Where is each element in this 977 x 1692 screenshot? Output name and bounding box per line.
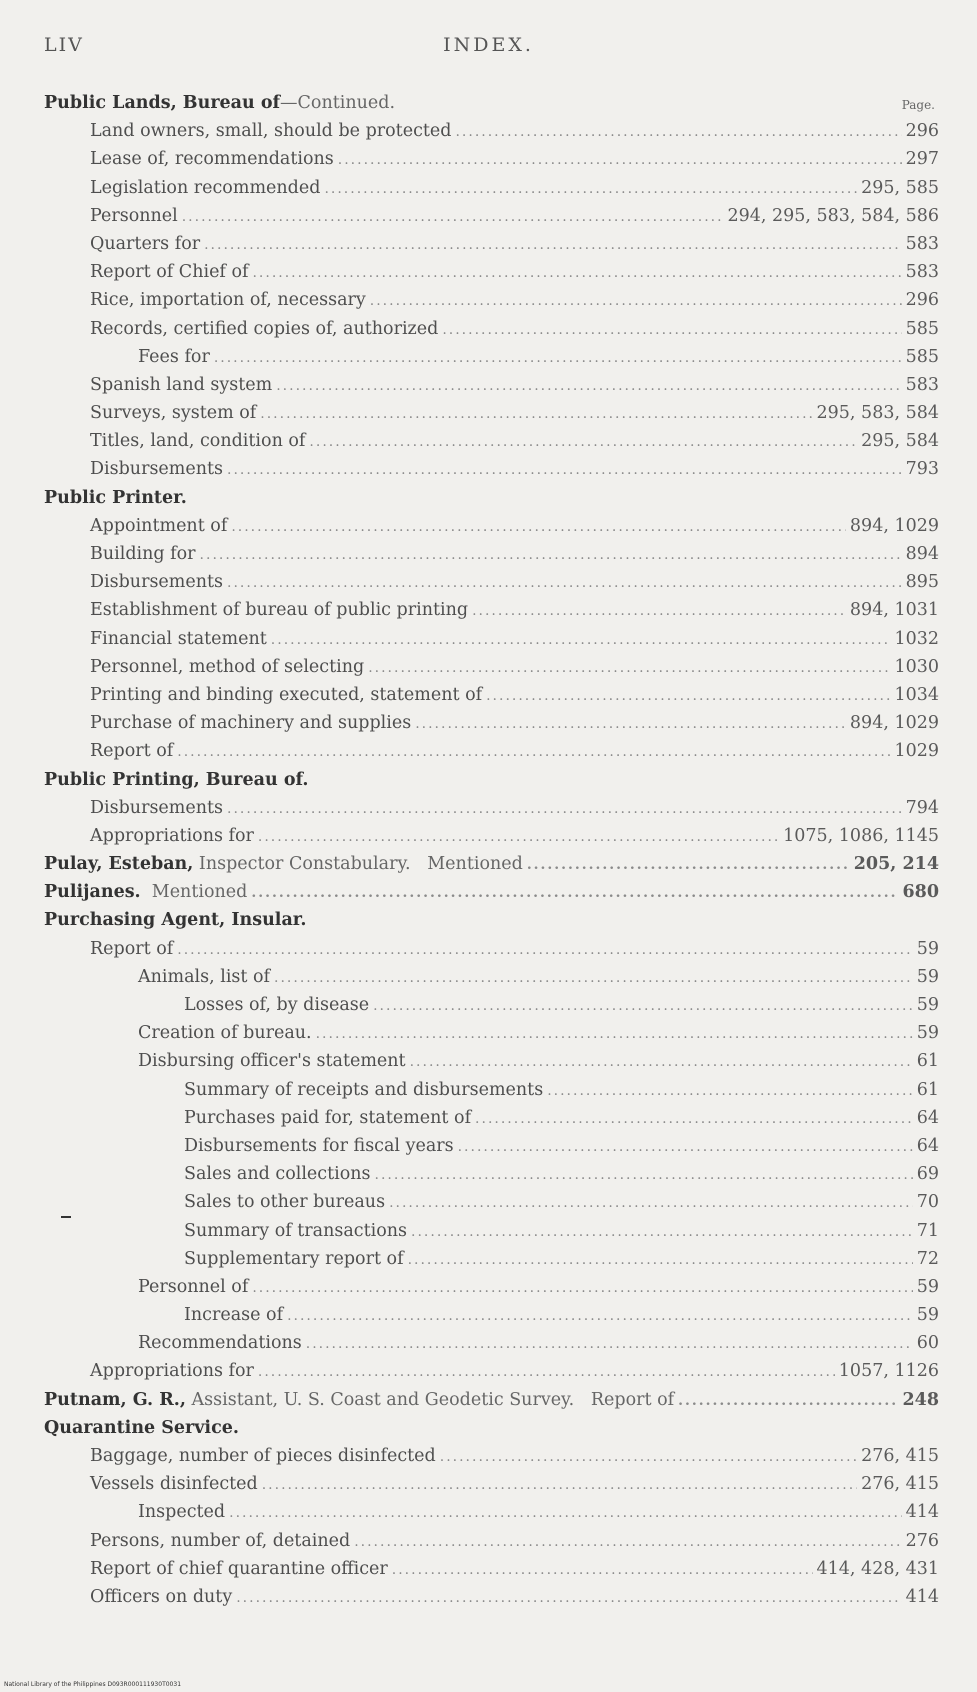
index-heading	[44, 1390, 939, 1418]
dot-leader	[231, 519, 846, 535]
entry-label: Establishment of bureau of public printing	[90, 600, 469, 621]
dot-leader	[271, 632, 891, 648]
page-header	[0, 34, 977, 64]
index-entry	[44, 149, 939, 177]
index-entry	[44, 1192, 939, 1220]
index-entry	[44, 1164, 939, 1192]
index-entry	[44, 459, 939, 487]
entry-label: Appropriations for	[90, 1361, 254, 1382]
page-reference: 61	[916, 1079, 939, 1100]
index-entry	[44, 1080, 939, 1108]
page-reference: 60	[916, 1333, 939, 1354]
page-reference: 64	[916, 1107, 939, 1128]
dot-leader	[251, 885, 898, 901]
entry-label: Printing and binding executed, statement of	[90, 684, 483, 705]
dot-leader	[455, 124, 901, 140]
dot-leader	[309, 434, 857, 450]
page-reference: 585	[905, 346, 939, 367]
entry-label: Increase of	[184, 1305, 284, 1326]
entry-label: Losses of, by disease	[184, 995, 370, 1015]
entry-label: Report of	[90, 938, 174, 959]
entry-description: —Continued.	[280, 93, 396, 113]
page-reference: 295, 584	[861, 431, 939, 452]
dot-leader	[236, 1590, 901, 1606]
dot-leader	[200, 547, 902, 563]
entry-label: Inspected	[138, 1502, 226, 1523]
entry-label: Disbursements	[90, 797, 224, 818]
entry-label: Personnel of	[138, 1276, 249, 1297]
index-entry	[44, 262, 939, 290]
entry-label: Fees for	[138, 346, 210, 367]
entry-label: Public Lands, Bureau of	[44, 93, 281, 113]
index-list	[44, 93, 939, 1615]
index-heading	[44, 93, 939, 121]
page-reference: 680	[902, 882, 939, 903]
index-heading	[44, 910, 939, 938]
entry-label: Lease of, recommendations	[90, 149, 334, 170]
dot-leader	[214, 350, 902, 366]
dot-leader	[527, 857, 850, 873]
page-reference: 583	[905, 374, 939, 395]
entry-label: Creation of bureau.	[138, 1023, 312, 1044]
page-reference: 894, 1029	[849, 515, 939, 536]
entry-description: Mentioned	[140, 882, 248, 903]
page-reference: 583	[905, 262, 939, 283]
index-entry	[44, 1587, 939, 1615]
dot-leader	[678, 1393, 898, 1409]
index-entry	[44, 685, 939, 713]
index-entry	[44, 121, 939, 149]
index-entry	[44, 1361, 939, 1389]
index-entry	[44, 375, 939, 403]
entry-label: Public Printer.	[44, 487, 187, 508]
entry-label: Report of chief quarantine officer	[90, 1558, 388, 1579]
page-reference: 793	[905, 459, 939, 480]
page-reference: 1057, 1126	[838, 1361, 939, 1382]
dot-leader	[252, 1280, 912, 1296]
dot-leader	[227, 801, 902, 817]
index-entry	[44, 600, 939, 628]
entry-label: Pulijanes.	[44, 882, 141, 903]
page-reference: 71	[916, 1220, 939, 1241]
index-heading	[44, 488, 939, 516]
index-entry	[44, 995, 939, 1023]
page-reference: 1029	[894, 741, 939, 762]
dot-leader	[475, 1111, 913, 1127]
entry-label: Animals, list of	[138, 966, 271, 987]
index-entry	[44, 1023, 939, 1051]
dot-leader	[306, 1336, 913, 1352]
page-reference: 59	[916, 1023, 939, 1044]
page-reference: 1034	[894, 684, 939, 705]
page-reference: 414	[905, 1502, 939, 1523]
entry-label: Disbursing officer's statement	[138, 1051, 406, 1072]
dot-leader	[262, 1477, 857, 1493]
page-number: LIV	[44, 34, 84, 56]
index-entry	[44, 939, 939, 967]
index-entry	[44, 1108, 939, 1136]
dot-leader	[252, 265, 901, 281]
dot-leader	[389, 1195, 913, 1211]
entry-label: Supplementary report of	[184, 1248, 404, 1269]
dot-leader	[411, 1224, 913, 1240]
entry-label: Pulay, Esteban,	[44, 854, 194, 875]
dot-leader	[547, 1083, 913, 1099]
entry-label: Appropriations for	[90, 825, 254, 846]
dot-leader	[415, 716, 846, 732]
dot-leader	[354, 1534, 901, 1550]
index-entry	[44, 798, 939, 826]
page-reference: 59	[916, 995, 939, 1015]
index-entry	[44, 1333, 939, 1361]
dot-leader	[316, 1026, 913, 1042]
index-entry	[44, 206, 939, 234]
entry-label: Summary of transactions	[184, 1220, 408, 1241]
index-entry	[44, 544, 939, 572]
index-entry	[44, 1051, 939, 1079]
index-entry	[44, 657, 939, 685]
entry-label: Disbursements	[90, 572, 224, 593]
dot-leader	[227, 575, 902, 591]
entry-label: Quarantine Service.	[44, 1417, 239, 1438]
page-reference: 1032	[894, 628, 939, 649]
page-reference: 69	[916, 1164, 939, 1185]
dot-leader	[368, 660, 890, 676]
page-reference: 583	[905, 233, 939, 254]
entry-label: Quarters for	[90, 233, 201, 254]
entry-label: Report of Chief of	[90, 262, 249, 283]
page-reference: 894, 1031	[849, 600, 939, 621]
page-reference: 585	[905, 318, 939, 339]
dot-leader	[177, 942, 912, 958]
index-heading	[44, 882, 939, 910]
index-entry	[44, 1446, 939, 1474]
index-entry	[44, 1249, 939, 1277]
entry-label: Purchase of machinery and supplies	[90, 713, 412, 734]
index-entry	[44, 826, 939, 854]
page-reference: 894	[905, 544, 939, 564]
entry-label: Summary of receipts and disbursements	[184, 1079, 544, 1100]
dot-leader	[373, 998, 913, 1014]
dot-leader	[440, 1449, 857, 1465]
page-reference: 276, 415	[861, 1474, 939, 1495]
dot-leader	[274, 970, 913, 986]
entry-label: Recommendations	[138, 1333, 302, 1354]
page-reference: 59	[916, 1276, 939, 1297]
page-reference: 205, 214	[853, 854, 939, 875]
entry-description: Assistant, U. S. Coast and Geodetic Survey. Report of	[185, 1389, 675, 1410]
page-reference: 248	[902, 1389, 939, 1410]
dot-leader	[338, 152, 902, 168]
dot-leader	[260, 406, 812, 422]
index-entry	[44, 1474, 939, 1502]
index-entry	[44, 516, 939, 544]
index-entry	[44, 1136, 939, 1164]
entry-label: Appointment of	[90, 515, 228, 536]
entry-label: Putnam, G. R.,	[44, 1389, 186, 1410]
entry-label: Personnel	[90, 205, 178, 226]
index-entry	[44, 431, 939, 459]
dot-leader	[486, 688, 890, 704]
entry-label: Disbursements for fiscal years	[184, 1135, 454, 1156]
dot-leader	[410, 1054, 913, 1070]
page-reference: 59	[916, 966, 939, 987]
page-reference: 59	[916, 938, 939, 959]
index-entry	[44, 234, 939, 262]
entry-description: Inspector Constabulary. Mentioned	[193, 854, 523, 875]
page-reference: 59	[916, 1305, 939, 1326]
dot-leader	[458, 1139, 913, 1155]
page-reference: 70	[916, 1192, 939, 1213]
page-reference: 276	[905, 1530, 939, 1551]
entry-label: Report of	[90, 741, 174, 762]
index-entry	[44, 1531, 939, 1559]
dot-leader	[370, 293, 902, 309]
dot-leader	[229, 1505, 901, 1521]
dot-leader	[287, 1308, 913, 1324]
dot-leader	[177, 744, 890, 760]
entry-label: Spanish land system	[90, 374, 273, 395]
page-reference: 296	[905, 121, 939, 142]
index-entry	[44, 572, 939, 600]
page-column-label: Page.	[901, 98, 935, 112]
entry-label: Vessels disinfected	[90, 1474, 258, 1495]
entry-label: Rice, importation of, necessary	[90, 290, 366, 311]
entry-label: Purchases paid for, statement of	[184, 1107, 472, 1128]
index-entry	[44, 178, 939, 206]
page-reference: 414	[905, 1586, 939, 1607]
index-entry	[44, 1305, 939, 1333]
index-heading	[44, 770, 939, 798]
page-reference: 72	[916, 1248, 939, 1269]
footer-credit: National Library of the Philippines D093R000111930T0031	[4, 1681, 182, 1688]
index-entry	[44, 713, 939, 741]
dot-leader	[408, 1252, 913, 1268]
index-entry	[44, 741, 939, 769]
page-reference: 61	[916, 1051, 939, 1072]
entry-label: Surveys, system of	[90, 403, 257, 424]
dot-leader	[204, 237, 902, 253]
dot-leader	[182, 209, 724, 225]
entry-label: Titles, land, condition of	[90, 431, 306, 452]
index-entry	[44, 1559, 939, 1587]
entry-label: Officers on duty	[90, 1586, 233, 1607]
page-reference: 295, 585	[861, 177, 939, 198]
index-heading	[44, 1418, 939, 1446]
index-entry	[44, 1277, 939, 1305]
entry-label: Disbursements	[90, 459, 224, 480]
entry-label: Sales to other bureaus	[184, 1192, 386, 1213]
index-entry	[44, 629, 939, 657]
page-reference: 64	[916, 1135, 939, 1156]
dot-leader	[472, 603, 846, 619]
index-entry	[44, 347, 939, 375]
page-reference: 1030	[894, 656, 939, 677]
dot-leader	[324, 181, 857, 197]
dot-leader	[392, 1562, 813, 1578]
index-entry	[44, 403, 939, 431]
index-entry	[44, 1502, 939, 1530]
index-entry	[44, 1221, 939, 1249]
dot-leader	[276, 378, 901, 394]
entry-label: Land owners, small, should be protected	[90, 121, 452, 142]
page-reference: 794	[905, 797, 939, 818]
dot-leader	[258, 1364, 835, 1380]
margin-mark	[61, 1216, 71, 1218]
entry-label: Sales and collections	[184, 1164, 371, 1185]
page-reference: 895	[905, 572, 939, 593]
entry-label: Baggage, number of pieces disinfected	[90, 1446, 436, 1466]
entry-label: Legislation recommended	[90, 177, 321, 198]
dot-leader	[258, 829, 779, 845]
page-title: INDEX.	[443, 34, 534, 56]
index-heading	[44, 854, 939, 882]
entry-label: Building for	[90, 544, 196, 564]
dot-leader	[375, 1167, 913, 1183]
index-entry	[44, 290, 939, 318]
dot-leader	[227, 462, 902, 478]
page-reference: 296	[905, 290, 939, 311]
page-reference: 297	[905, 149, 939, 170]
page-reference: 294, 295, 583, 584, 586	[727, 205, 939, 226]
entry-label: Public Printing, Bureau of.	[44, 769, 309, 790]
dot-leader	[442, 322, 901, 338]
page-reference: 295, 583, 584	[816, 403, 939, 424]
entry-label: Records, certified copies of, authorized	[90, 318, 439, 339]
entry-label: Persons, number of, detained	[90, 1530, 351, 1551]
index-entry	[44, 967, 939, 995]
entry-label: Personnel, method of selecting	[90, 656, 365, 677]
page-reference: 1075, 1086, 1145	[783, 825, 939, 846]
page-reference: 276, 415	[861, 1446, 939, 1466]
page-reference: 894, 1029	[849, 713, 939, 734]
entry-label: Purchasing Agent, Insular.	[44, 910, 307, 931]
page-reference: 414, 428, 431	[816, 1558, 939, 1579]
entry-label: Financial statement	[90, 628, 267, 649]
index-entry	[44, 319, 939, 347]
